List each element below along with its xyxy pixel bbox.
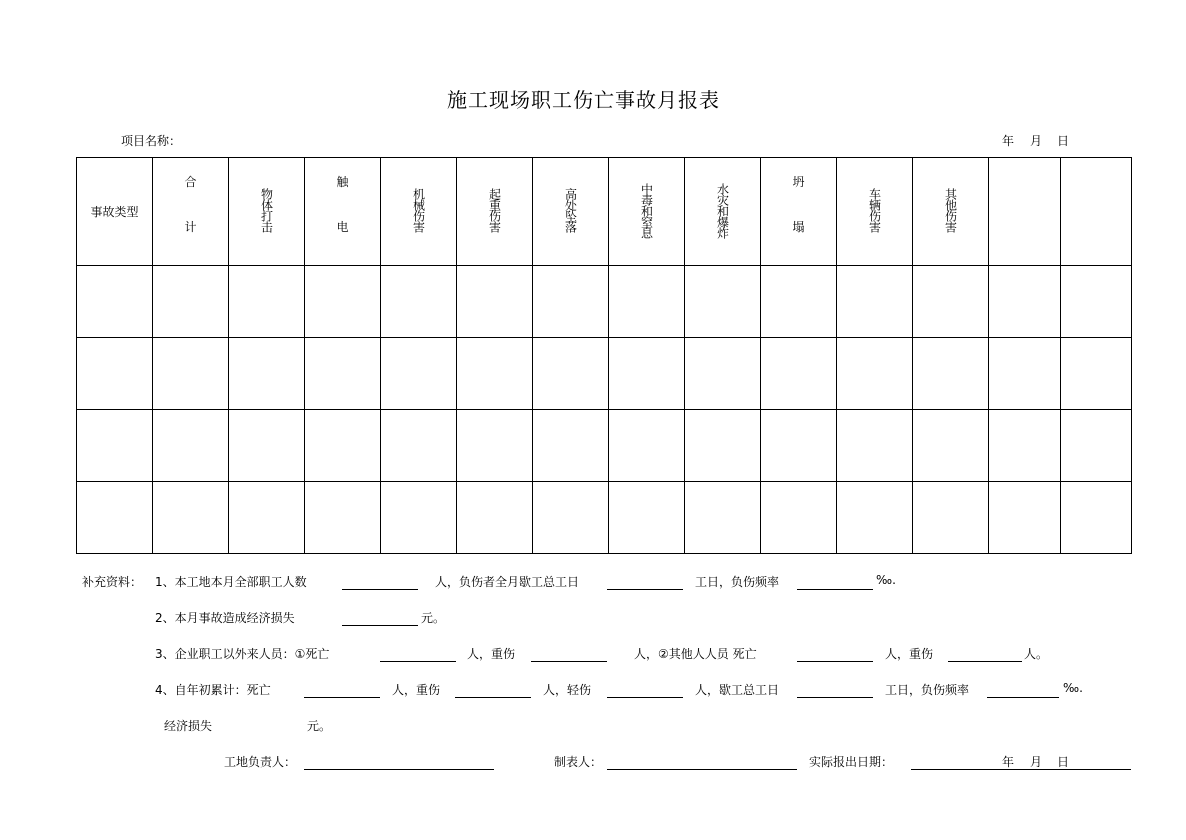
table-cell[interactable] bbox=[761, 338, 837, 410]
table-cell[interactable] bbox=[761, 410, 837, 482]
table-cell[interactable] bbox=[761, 266, 837, 338]
table-cell[interactable] bbox=[685, 266, 761, 338]
table-cell[interactable] bbox=[457, 266, 533, 338]
table-cell[interactable] bbox=[989, 338, 1061, 410]
note5-text-b: 元。 bbox=[307, 719, 332, 733]
table-cell[interactable] bbox=[837, 410, 913, 482]
header-collapse-top: 坍 bbox=[792, 174, 805, 189]
note4-blank-minor[interactable] bbox=[607, 697, 683, 698]
header-total bbox=[153, 158, 229, 266]
date-year-label: 年 bbox=[1002, 134, 1015, 148]
table-cell[interactable] bbox=[305, 410, 381, 482]
note1-text-a: 1、本工地本月全部职工人数 bbox=[155, 575, 307, 589]
table-cell[interactable] bbox=[989, 482, 1061, 554]
note3-text-a: 3、企业职工以外来人员：①死亡 bbox=[155, 647, 330, 661]
table-cell[interactable] bbox=[533, 338, 609, 410]
header-total-top: 合 bbox=[184, 174, 197, 189]
footer-year-label: 年 bbox=[1002, 755, 1015, 769]
note2-text-b: 元。 bbox=[421, 611, 446, 625]
table-cell[interactable] bbox=[609, 338, 685, 410]
note3-blank-serious[interactable] bbox=[531, 661, 607, 662]
note4-text-c: 人，轻伤 bbox=[543, 683, 592, 697]
table-cell[interactable] bbox=[837, 482, 913, 554]
note4-text-f: ‰. bbox=[1063, 681, 1083, 695]
row-header-accident-type bbox=[77, 158, 153, 266]
table-cell[interactable] bbox=[533, 410, 609, 482]
note3-blank-other-deaths[interactable] bbox=[797, 661, 873, 662]
note3-blank-other-serious[interactable] bbox=[948, 661, 1022, 662]
header-collapse bbox=[761, 158, 837, 266]
note4-blank-deaths[interactable] bbox=[304, 697, 380, 698]
header-fall-label: 高处坠落 bbox=[563, 188, 578, 232]
header-poisoning bbox=[609, 158, 685, 266]
table-cell[interactable] bbox=[229, 338, 305, 410]
table-cell[interactable] bbox=[533, 482, 609, 554]
table-cell[interactable] bbox=[457, 482, 533, 554]
table-cell[interactable] bbox=[457, 338, 533, 410]
note3-text-b: 人，重伤 bbox=[467, 647, 516, 661]
header-row bbox=[77, 158, 1132, 266]
table-cell[interactable] bbox=[533, 266, 609, 338]
accident-type-label: 事故类型 bbox=[90, 205, 139, 219]
note4-text-a: 4、自年初累计：死亡 bbox=[155, 683, 271, 697]
notes-label: 补充资料： bbox=[82, 575, 143, 589]
table-row bbox=[77, 338, 1132, 410]
table-cell[interactable] bbox=[913, 410, 989, 482]
table-cell[interactable] bbox=[153, 266, 229, 338]
table-cell[interactable] bbox=[685, 410, 761, 482]
table-cell[interactable] bbox=[685, 338, 761, 410]
note2-blank-loss[interactable] bbox=[342, 625, 418, 626]
table-cell[interactable] bbox=[77, 266, 153, 338]
note1-blank-workers[interactable] bbox=[342, 589, 418, 590]
table-row bbox=[77, 266, 1132, 338]
header-flood-label: 水灾和爆炸 bbox=[715, 182, 730, 238]
table-cell[interactable] bbox=[229, 266, 305, 338]
note1-text-b: 人，负伤者全月歇工总工日 bbox=[435, 575, 580, 589]
table-cell[interactable] bbox=[609, 482, 685, 554]
table-cell[interactable] bbox=[1061, 410, 1132, 482]
header-total-bottom: 计 bbox=[184, 219, 197, 234]
table-cell[interactable] bbox=[1061, 266, 1132, 338]
header-blank-2 bbox=[1061, 158, 1132, 266]
report-date-label: 实际报出日期： bbox=[809, 755, 894, 769]
table-cell[interactable] bbox=[609, 266, 685, 338]
note4-text-d: 人，歇工总工日 bbox=[695, 683, 780, 697]
table-cell[interactable] bbox=[77, 410, 153, 482]
note4-text-b: 人，重伤 bbox=[392, 683, 441, 697]
header-electric-shock bbox=[305, 158, 381, 266]
report-date-line[interactable] bbox=[911, 769, 1131, 770]
table-cell[interactable] bbox=[153, 338, 229, 410]
header-object-strike bbox=[229, 158, 305, 266]
report-title: 施工现场职工伤亡事故月报表 bbox=[447, 88, 720, 112]
header-other-label: 其他伤害 bbox=[943, 188, 958, 232]
table-cell[interactable] bbox=[761, 482, 837, 554]
header-poisoning-label: 中毒和窒息 bbox=[639, 182, 654, 238]
table-cell[interactable] bbox=[229, 482, 305, 554]
table-cell[interactable] bbox=[381, 410, 457, 482]
header-collapse-bottom: 塌 bbox=[792, 219, 805, 234]
table-cell[interactable] bbox=[837, 266, 913, 338]
table-cell[interactable] bbox=[381, 266, 457, 338]
table-cell[interactable] bbox=[913, 338, 989, 410]
header-vehicle-injury bbox=[837, 158, 913, 266]
preparer-label: 制表人： bbox=[554, 755, 603, 769]
note4-blank-serious[interactable] bbox=[455, 697, 531, 698]
table-cell[interactable] bbox=[685, 482, 761, 554]
header-lifting-injury bbox=[457, 158, 533, 266]
header-fall-from-height bbox=[533, 158, 609, 266]
table-cell[interactable] bbox=[305, 266, 381, 338]
table-row bbox=[77, 482, 1132, 554]
table-cell[interactable] bbox=[77, 482, 153, 554]
header-lifting-label: 起重伤害 bbox=[487, 188, 502, 232]
table-cell[interactable] bbox=[153, 410, 229, 482]
note3-text-c: 人，②其他人人员 死亡 bbox=[634, 647, 757, 661]
header-machinery-injury bbox=[381, 158, 457, 266]
site-manager-label: 工地负责人： bbox=[224, 755, 297, 769]
table-cell[interactable] bbox=[229, 410, 305, 482]
table-cell[interactable] bbox=[837, 338, 913, 410]
table-cell[interactable] bbox=[1061, 338, 1132, 410]
note4-blank-frequency[interactable] bbox=[987, 697, 1059, 698]
table-cell[interactable] bbox=[77, 338, 153, 410]
table-cell[interactable] bbox=[989, 266, 1061, 338]
note3-text-d: 人，重伤 bbox=[885, 647, 934, 661]
table-cell[interactable] bbox=[913, 482, 989, 554]
project-name-label: 项目名称： bbox=[121, 134, 182, 148]
header-object-strike-label: 物体打击 bbox=[259, 188, 274, 232]
table-row bbox=[77, 410, 1132, 482]
note3-text-e: 人。 bbox=[1024, 647, 1049, 661]
date-month-label: 月 bbox=[1030, 134, 1043, 148]
note1-blank-lost-days[interactable] bbox=[607, 589, 683, 590]
header-machinery-label: 机械伤害 bbox=[411, 188, 426, 232]
table-cell[interactable] bbox=[457, 410, 533, 482]
table-cell[interactable] bbox=[381, 482, 457, 554]
table-cell[interactable] bbox=[305, 482, 381, 554]
accident-table bbox=[76, 157, 1132, 554]
header-electric-bottom: 电 bbox=[336, 219, 349, 234]
header-electric-top: 触 bbox=[336, 174, 349, 189]
footer-day-label: 日 bbox=[1057, 755, 1070, 769]
note4-text-e: 工日，负伤频率 bbox=[885, 683, 970, 697]
header-blank-1 bbox=[989, 158, 1061, 266]
table-cell[interactable] bbox=[1061, 482, 1132, 554]
note3-blank-deaths[interactable] bbox=[380, 661, 456, 662]
header-vehicle-label: 车辆伤害 bbox=[867, 188, 882, 232]
table-cell[interactable] bbox=[305, 338, 381, 410]
date-day-label: 日 bbox=[1057, 134, 1070, 148]
table-cell[interactable] bbox=[609, 410, 685, 482]
site-manager-signature-line[interactable] bbox=[304, 769, 494, 770]
table-cell[interactable] bbox=[989, 410, 1061, 482]
note4-blank-lost-days[interactable] bbox=[797, 697, 873, 698]
header-other-injury bbox=[913, 158, 989, 266]
note2-text-a: 2、本月事故造成经济损失 bbox=[155, 611, 295, 625]
footer-month-label: 月 bbox=[1030, 755, 1043, 769]
table-cell[interactable] bbox=[153, 482, 229, 554]
header-flood-explosion bbox=[685, 158, 761, 266]
note1-blank-frequency[interactable] bbox=[797, 589, 873, 590]
table-cell[interactable] bbox=[913, 266, 989, 338]
note1-text-d: ‰. bbox=[876, 573, 896, 587]
note5-text-a: 经济损失 bbox=[164, 719, 213, 733]
preparer-signature-line[interactable] bbox=[607, 769, 797, 770]
note1-text-c: 工日，负伤频率 bbox=[695, 575, 780, 589]
table-cell[interactable] bbox=[381, 338, 457, 410]
